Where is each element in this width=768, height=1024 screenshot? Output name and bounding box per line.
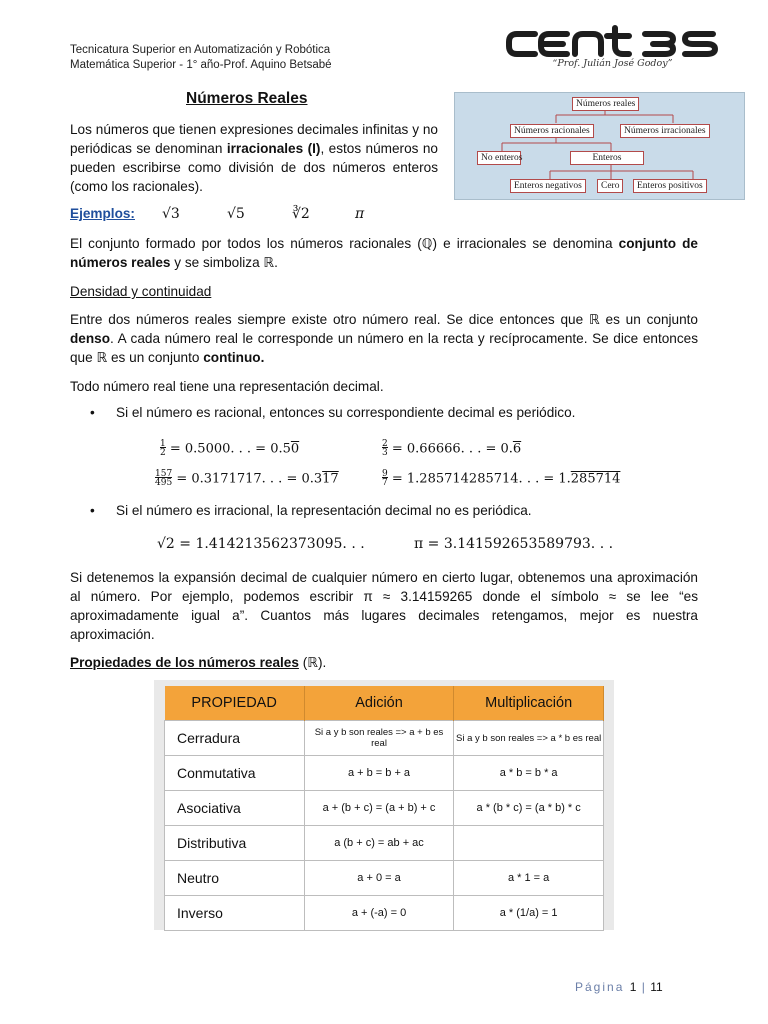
decimal-period: 285714 <box>570 471 621 487</box>
logo-subtitle: “Prof. Julián José Godoy” <box>552 58 673 69</box>
properties-table <box>164 686 604 931</box>
table-row <box>165 756 604 791</box>
intro-paragraph <box>70 120 438 196</box>
density-bold-2: continuo. <box>203 350 265 365</box>
density-paragraph <box>70 310 698 367</box>
table-row <box>165 791 604 826</box>
rational-example-1 <box>160 440 299 458</box>
frac-num: 9 <box>382 469 388 479</box>
number-sets-diagram <box>454 92 745 200</box>
diagram-node-irracionales: Números irracionales <box>620 124 710 138</box>
diagram-node-enteros: Enteros <box>570 151 644 165</box>
addition-cell: Si a y b son reales => a + b es real <box>304 721 454 756</box>
example-pi: π <box>355 206 365 222</box>
header-line-2: Matemática Superior - 1° año-Prof. Aquino Betsabé <box>70 59 332 71</box>
density-text-1: Entre dos números reales siempre existe otro número real. Se dice entonces que ℝ es un conjunto <box>70 312 698 327</box>
property-name: Asociativa <box>165 791 305 826</box>
frac-den: 3 <box>382 448 388 458</box>
header-multiplicacion: Multiplicación <box>454 686 604 721</box>
multiplication-cell: a * (b * c) = (a * b) * c <box>454 791 604 826</box>
property-name: Cerradura <box>165 721 305 756</box>
diagram-node-racionales: Números racionales <box>510 124 594 138</box>
bullet-1-marker: • <box>90 405 95 420</box>
frac-den: 7 <box>382 478 388 488</box>
example-sqrt3: √3 <box>162 206 180 222</box>
table-row <box>165 721 604 756</box>
header-propiedad: PROPIEDAD <box>165 686 305 721</box>
frac-num: 2 <box>382 439 388 449</box>
approximation-paragraph: Si detenemos la expansión decimal de cualquier número en cierto lugar, obtenemos una aproximación al número. Por ejemplo, podemos escribir π ≈ 3.14159265 donde el símbolo ≈ se lee “es aproximadamente igual a”. Cuantos más lugares decimales retengamos, mejor es nuestra aproximación. <box>70 570 698 642</box>
decimal-expr: = 0.66666. . . = 0. <box>391 441 513 457</box>
density-text-2: . A cada número real le corresponde un número en la recta y recíprocamente. Se dice entonces que ℝ es un conjunto <box>70 331 698 365</box>
intro-text-1: Los números que tienen expresiones decimales infinitas y no periódicas se denominan <box>70 122 438 156</box>
footer-page: 1 <box>629 980 637 994</box>
addition-cell: a (b + c) = ab + ac <box>304 826 454 861</box>
multiplication-cell <box>454 826 604 861</box>
frac-den: 2 <box>160 448 166 458</box>
property-name: Inverso <box>165 896 305 931</box>
multiplication-cell: a * b = b * a <box>454 756 604 791</box>
header-line-1: Tecnicatura Superior en Automatización y Robótica <box>70 44 331 56</box>
properties-heading: Propiedades de los números reales <box>70 655 299 670</box>
example-sqrt5: √5 <box>227 206 245 222</box>
examples-row <box>70 206 135 221</box>
bullet-1-text: Si el número es racional, entonces su correspondiente decimal es periódico. <box>116 405 576 420</box>
intro-text-2: , estos números no pueden escribirse como división de dos números enteros (como los racionales). <box>70 141 438 194</box>
table-row <box>165 861 604 896</box>
decimal-period: 6 <box>512 441 522 457</box>
density-bold-1: denso <box>70 331 111 346</box>
addition-cell: a + 0 = a <box>304 861 454 896</box>
set-bold: conjunto de números reales <box>70 236 698 270</box>
table-header-row <box>165 686 604 721</box>
rational-example-2 <box>382 440 521 458</box>
decimal-expr: = 1.285714285714. . . = 1. <box>391 471 571 487</box>
properties-heading-row <box>70 653 698 672</box>
page-footer <box>575 980 663 994</box>
property-name: Conmutativa <box>165 756 305 791</box>
frac-num: 157 <box>155 469 173 479</box>
irrational-example-sqrt2: √2 = 1.414213562373095. . . <box>157 536 365 552</box>
table-row <box>165 826 604 861</box>
decimal-period: 0 <box>290 441 300 457</box>
intro-bold: irracionales (I) <box>226 141 321 156</box>
diagram-node-reales: Números reales <box>572 97 639 111</box>
page-title: Números Reales <box>186 90 308 107</box>
decimal-expr: = 0.5000. . . = 0.5 <box>169 441 291 457</box>
decimal-expr: = 0.3171717. . . = 0.3 <box>176 471 323 487</box>
examples-label: Ejemplos: <box>70 206 135 221</box>
rational-example-4 <box>382 470 620 488</box>
example-cbrt2: ∛2 <box>292 206 310 222</box>
diagram-node-positivos: Enteros positivos <box>633 179 707 193</box>
table-row <box>165 896 604 931</box>
irrational-example-pi: π = 3.141592653589793. . . <box>414 536 614 552</box>
multiplication-cell: a * 1 = a <box>454 861 604 896</box>
multiplication-cell: a * (1/a) = 1 <box>454 896 604 931</box>
frac-num: 1 <box>160 439 166 449</box>
density-heading: Densidad y continuidad <box>70 284 212 299</box>
addition-cell: a + b = b + a <box>304 756 454 791</box>
addition-cell: a + (-a) = 0 <box>304 896 454 931</box>
rational-example-3 <box>155 470 339 488</box>
set-paragraph <box>70 234 698 272</box>
properties-heading-suffix: (ℝ). <box>298 655 327 670</box>
decimal-period: 17 <box>322 471 339 487</box>
addition-cell: a + (b + c) = (a + b) + c <box>304 791 454 826</box>
properties-table-frame <box>154 680 614 930</box>
header-adicion: Adición <box>304 686 454 721</box>
decimal-statement: Todo número real tiene una representación decimal. <box>70 379 384 394</box>
multiplication-cell: Si a y b son reales => a * b es real <box>454 721 604 756</box>
diagram-node-no-enteros: No enteros <box>477 151 521 165</box>
bullet-2-text: Si el número es irracional, la representación decimal no es periódica. <box>116 503 532 518</box>
frac-den: 495 <box>155 478 173 488</box>
footer-label: Página <box>575 980 625 994</box>
footer-separator: | <box>641 980 645 994</box>
bullet-2-marker: • <box>90 503 95 518</box>
set-text-1: El conjunto formado por todos los números racionales (ℚ) e irracionales se denomina <box>70 236 619 251</box>
property-name: Distributiva <box>165 826 305 861</box>
set-text-2: y se simboliza ℝ. <box>170 255 278 270</box>
diagram-node-cero: Cero <box>597 179 623 193</box>
footer-total: 11 <box>650 980 663 994</box>
property-name: Neutro <box>165 861 305 896</box>
diagram-node-negativos: Enteros negativos <box>510 179 586 193</box>
